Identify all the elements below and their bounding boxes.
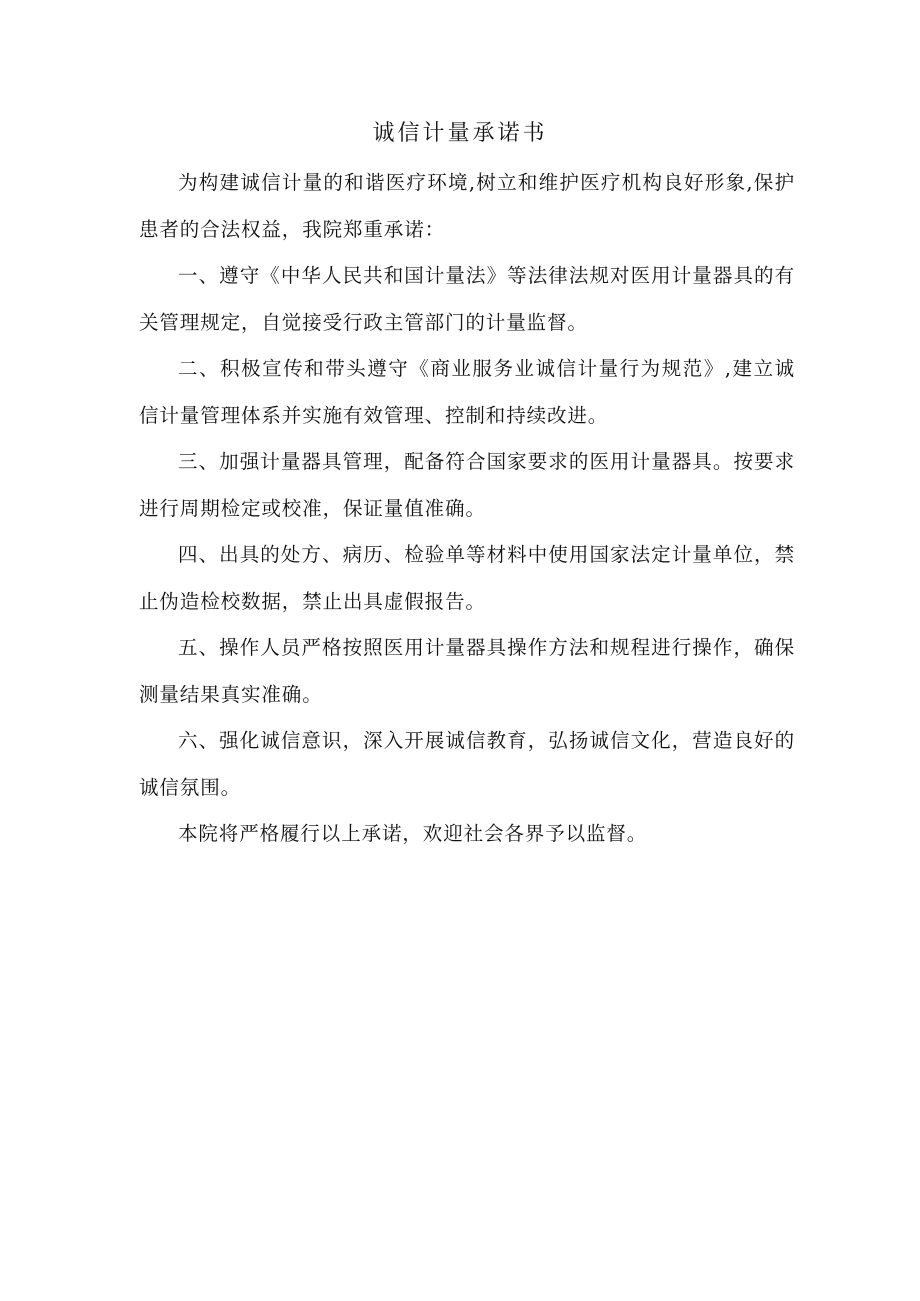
commitment-paragraph-5: 五、操作人员严格按照医用计量器具操作方法和规程进行操作，确保测量结果真实准确。 xyxy=(139,636,795,706)
document-body xyxy=(139,160,795,858)
commitment-paragraph-2: 二、积极宣传和带头遵守《商业服务业诚信计量行为规范》,建立诚信计量管理体系并实施有效管理、控制和持续改进。 xyxy=(139,357,795,427)
document-title: 诚信计量承诺书 xyxy=(372,121,548,146)
commitment-paragraph-4: 四、出具的处方、病历、检验单等材料中使用国家法定计量单位，禁止伪造检校数据，禁止出具虚假报告。 xyxy=(139,543,795,613)
commitment-paragraph-3: 三、加强计量器具管理，配备符合国家要求的医用计量器具。按要求进行周期检定或校准，保证量值准确。 xyxy=(139,450,795,520)
intro-paragraph: 为构建诚信计量的和谐医疗环境,树立和维护医疗机构良好形象,保护患者的合法权益，我院郑重承诺： xyxy=(139,171,795,241)
commitment-paragraph-6: 六、强化诚信意识，深入开展诚信教育，弘扬诚信文化，营造良好的诚信氛围。 xyxy=(139,729,795,799)
closing-paragraph: 本院将严格履行以上承诺，欢迎社会各界予以监督。 xyxy=(178,822,648,845)
commitment-paragraph-1: 一、遵守《中华人民共和国计量法》等法律法规对医用计量器具的有关管理规定，自觉接受行政主管部门的计量监督。 xyxy=(139,264,795,334)
